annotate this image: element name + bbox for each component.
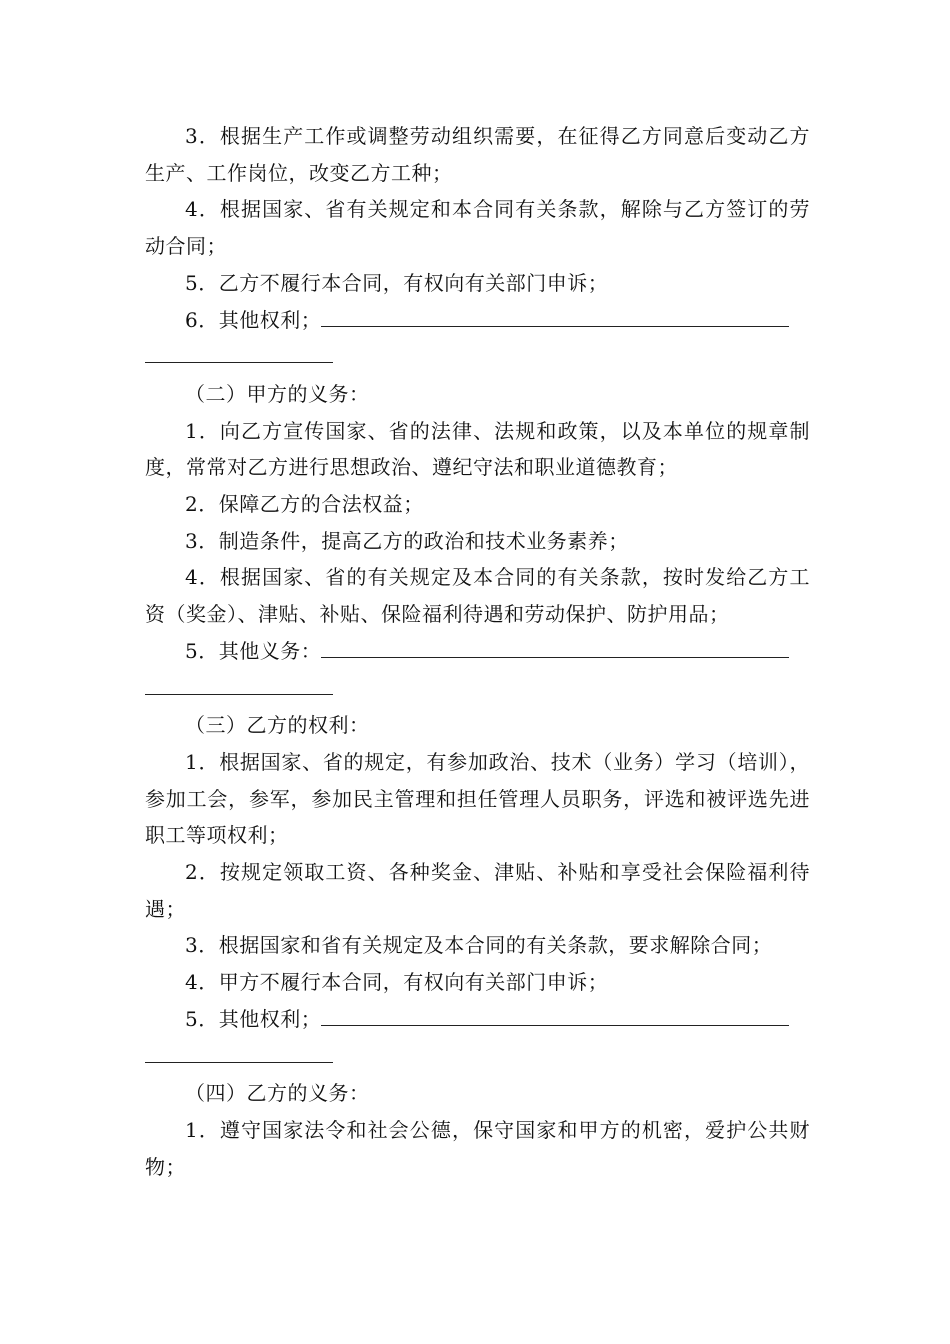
item-number: 1． — [185, 418, 220, 443]
item-number: 4． — [185, 565, 220, 590]
list-item — [145, 927, 810, 964]
item-text: 其他权利； — [218, 307, 322, 332]
item-number: 1． — [185, 749, 220, 774]
item-text: 其他义务： — [218, 638, 322, 663]
item-number: 2． — [185, 860, 220, 885]
blank-fill-line — [145, 670, 333, 695]
item-text: 根据国家、省有关规定和本合同有关条款，解除与乙方签订的劳动合同； — [145, 197, 810, 259]
item-text: 根据国家、省的有关规定及本合同的有关条款，按时发给乙方工资（奖金）、津贴、补贴、保险福利待遇和劳动保护、防护用品； — [145, 565, 810, 627]
item-text: 制造条件，提高乙方的政治和技术业务素养； — [218, 528, 629, 553]
list-item — [145, 559, 810, 632]
list-item — [145, 413, 810, 486]
item-text: 向乙方宣传国家、省的法律、法规和政策，以及本单位的规章制度，常常对乙方进行思想政治、遵纪守法和职业道德教育； — [145, 418, 810, 480]
list-item — [145, 486, 810, 523]
item-text: 根据国家、省的规定，有参加政治、技术（业务）学习（培训），参加工会，参军，参加民主管理和担任管理人员职务，评选和被评选先进职工等项权利； — [145, 749, 811, 848]
list-item — [145, 1112, 810, 1185]
list-item — [145, 118, 810, 191]
item-text: 根据国家和省有关规定及本合同的有关条款，要求解除合同； — [218, 933, 773, 958]
list-item — [145, 854, 810, 927]
blank-fill-line — [145, 338, 333, 363]
blank-fill-line — [145, 1038, 333, 1063]
item-number: 4． — [185, 970, 219, 995]
list-item — [145, 964, 810, 1001]
item-number: 5． — [185, 1006, 219, 1031]
list-item — [145, 302, 810, 339]
item-text: 保障乙方的合法权益； — [218, 492, 424, 517]
section-heading: （四）乙方的义务： — [185, 1081, 370, 1106]
list-item — [145, 633, 810, 670]
document-body — [145, 118, 810, 1185]
list-item — [145, 265, 810, 302]
section-heading: （二）甲方的义务： — [185, 381, 370, 406]
list-item — [145, 1001, 810, 1038]
item-text: 甲方不履行本合同，有权向有关部门申诉； — [218, 970, 609, 995]
list-item — [145, 191, 810, 264]
item-number: 4． — [185, 197, 220, 222]
item-number: 3． — [185, 124, 220, 148]
item-text: 遵守国家法令和社会公德，保守国家和甲方的机密，爱护公共财物； — [145, 1117, 810, 1179]
item-number: 5． — [185, 638, 219, 663]
item-number: 3． — [185, 528, 219, 553]
list-item — [145, 523, 810, 560]
item-text: 其他权利； — [218, 1006, 322, 1031]
item-number: 1． — [185, 1117, 220, 1142]
item-text: 按规定领取工资、各种奖金、津贴、补贴和享受社会保险福利待遇； — [145, 860, 810, 921]
item-text: 根据生产工作或调整劳动组织需要，在征得乙方同意后变动乙方生产、工作岗位，改变乙方工种； — [145, 124, 810, 185]
item-number: 5． — [185, 270, 219, 295]
blank-fill-line — [321, 1004, 789, 1026]
blank-fill-line — [321, 305, 789, 327]
item-number: 2． — [185, 492, 219, 517]
item-text: 乙方不履行本合同，有权向有关部门申诉； — [218, 270, 609, 295]
blank-fill-line — [321, 636, 789, 658]
item-number: 6． — [185, 307, 219, 332]
section-heading: （三）乙方的权利： — [185, 713, 370, 738]
item-number: 3． — [185, 933, 219, 958]
list-item — [145, 744, 810, 854]
